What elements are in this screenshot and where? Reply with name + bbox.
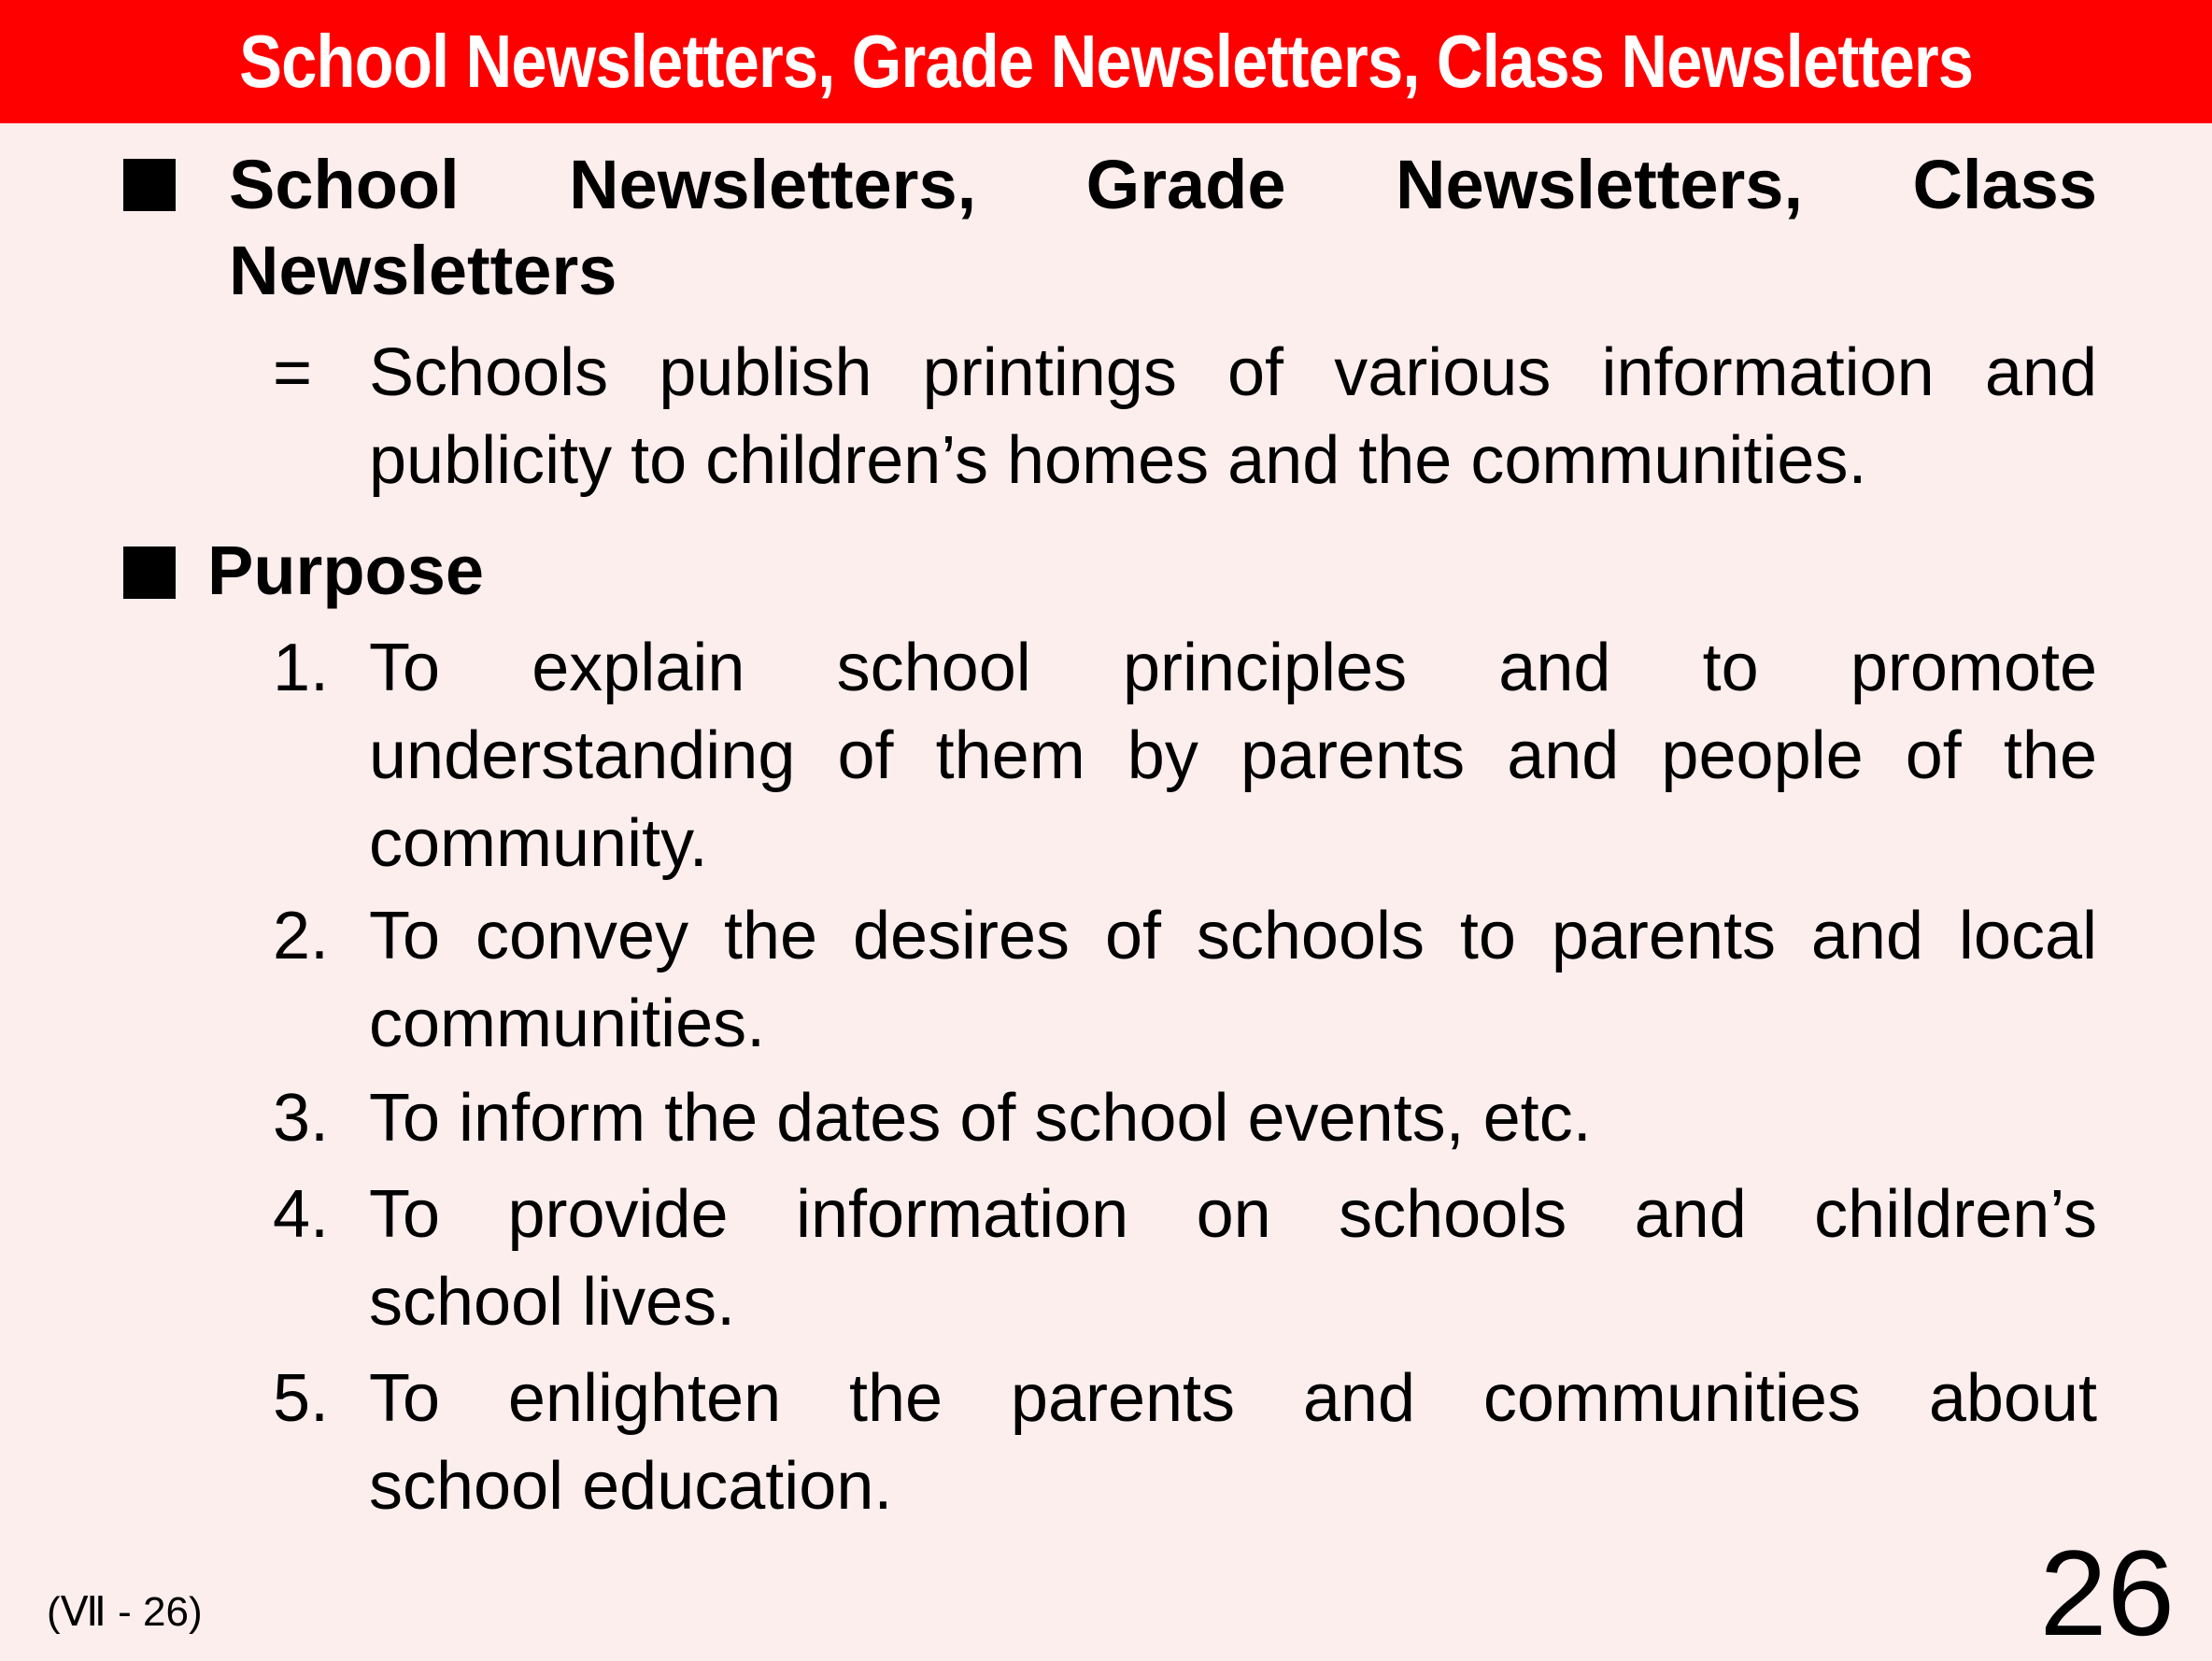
list-item-line: communities. [369,987,766,1061]
definition-marker: = [273,335,313,410]
section-heading-purpose: Purpose [207,532,485,609]
list-item [369,1355,2097,1530]
list-item-number: 1. [273,631,330,705]
list-item-number: 2. [273,899,330,973]
bullet-square-icon [123,159,176,211]
list-item-line: To convey the desires of schools to parents and local [369,899,2097,973]
list-item [369,1171,2097,1346]
heading-line: School Newsletters, Grade Newsletters, Class [229,146,2097,223]
section-heading-newsletters [229,142,2097,314]
list-item-line: To inform the dates of school events, etc. [369,1081,1592,1156]
list-item-number: 3. [273,1081,330,1156]
list-item-line: understanding of them by parents and people of the [369,718,2097,793]
page-number: 26 [2039,1525,2175,1661]
slide-title: School Newsletters, Grade Newsletters, Class Newsletters [238,20,1974,103]
list-item-line: school lives. [369,1265,736,1340]
list-item-number: 5. [273,1361,330,1436]
heading-line: Newsletters [229,232,617,309]
definition-line: Schools publish printings of various information and [369,335,2097,410]
definition-line: publicity to children’s homes and the communities. [369,423,1867,498]
slide-reference: (Ⅶ - 26) [47,1589,203,1635]
definition-text [369,329,2097,504]
list-item-line: To provide information on schools and children’s [369,1177,2097,1252]
list-item-line: To enlighten the parents and communities about [369,1361,2097,1436]
list-item [369,892,2097,1068]
bullet-square-icon [123,547,176,599]
list-item-line: community. [369,806,708,881]
list-item [369,1074,2097,1162]
title-bar [0,0,2212,123]
list-item [369,624,2097,887]
list-item-number: 4. [273,1177,330,1252]
list-item-line: To explain school principles and to promote [369,631,2097,705]
list-item-line: school education. [369,1449,893,1524]
